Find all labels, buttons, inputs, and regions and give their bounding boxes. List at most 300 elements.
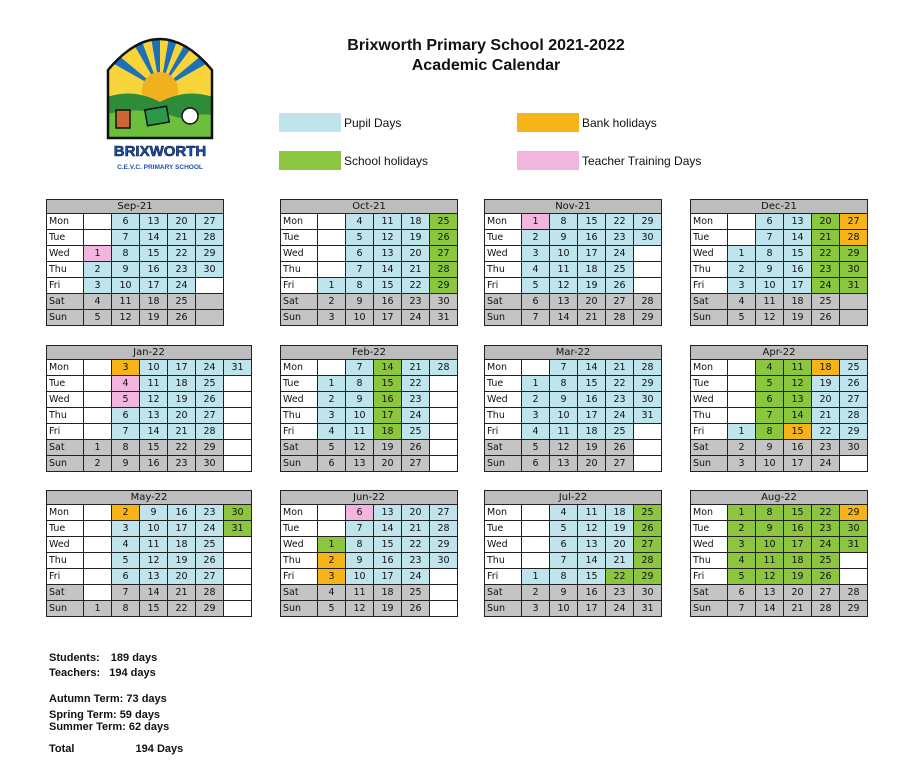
month-header: Oct-21 (281, 200, 457, 214)
month-header: May-22 (47, 491, 251, 505)
date-cell: 4 (317, 585, 345, 600)
svg-text:C.E.V.C. PRIMARY SCHOOL: C.E.V.C. PRIMARY SCHOOL (117, 164, 203, 171)
date-cell: 3 (727, 537, 755, 552)
date-cell: 29 (839, 505, 867, 520)
week-row (281, 309, 457, 325)
date-cell: 28 (195, 230, 223, 245)
day-label: Mon (487, 216, 508, 227)
day-label: Wed (693, 394, 714, 405)
date-cell: 22 (811, 246, 839, 261)
date-cell: 2 (727, 262, 755, 277)
date-cell (317, 360, 345, 375)
date-cell: 2 (727, 521, 755, 536)
date-cell: 8 (111, 601, 139, 616)
date-cell: 19 (577, 278, 605, 293)
date-cell: 28 (839, 585, 867, 600)
date-cell: 6 (727, 585, 755, 600)
date-cell: 18 (167, 376, 195, 391)
day-label: Wed (49, 539, 70, 550)
date-cell: 31 (223, 521, 251, 536)
date-cell: 27 (633, 537, 661, 552)
date-cell (83, 376, 111, 391)
date-cell: 10 (549, 408, 577, 423)
week-row (47, 360, 251, 375)
date-cell (223, 553, 251, 568)
date-cell: 22 (401, 376, 429, 391)
day-label: Sat (691, 440, 727, 455)
date-cell: 30 (633, 392, 661, 407)
day-label: Sun (485, 456, 521, 471)
date-cell: 15 (577, 214, 605, 229)
week-row (485, 520, 661, 536)
week-row (281, 229, 457, 245)
week-row (281, 391, 457, 407)
date-cell: 22 (605, 376, 633, 391)
date-cell: 10 (755, 278, 783, 293)
spring-term: Spring Term: 59 days (49, 709, 161, 721)
date-cell: 27 (195, 214, 223, 229)
date-cell: 27 (429, 246, 457, 261)
date-cell: 18 (577, 424, 605, 439)
week-row (47, 229, 223, 245)
date-cell: 31 (839, 278, 867, 293)
date-cell: 6 (111, 214, 139, 229)
date-cell: 21 (605, 360, 633, 375)
date-cell: 1 (83, 601, 111, 616)
date-cell: 21 (401, 262, 429, 277)
date-cell: 1 (317, 376, 345, 391)
date-cell: 24 (195, 521, 223, 536)
date-cell: 6 (345, 246, 373, 261)
month-header: Feb-22 (281, 346, 457, 360)
month-header: Dec-21 (691, 200, 867, 214)
week-row (691, 391, 867, 407)
day-label: Sat (485, 294, 521, 309)
date-cell: 30 (839, 440, 867, 455)
date-cell: 23 (605, 230, 633, 245)
date-cell: 14 (139, 230, 167, 245)
week-row (47, 439, 251, 455)
date-cell: 10 (549, 246, 577, 261)
date-cell: 29 (633, 569, 661, 584)
week-row (281, 261, 457, 277)
date-cell: 24 (167, 278, 195, 293)
day-label: Sun (485, 601, 521, 616)
date-cell: 4 (521, 424, 549, 439)
date-cell: 3 (727, 456, 755, 471)
date-cell: 11 (111, 294, 139, 309)
date-cell: 2 (521, 392, 549, 407)
date-cell: 16 (783, 440, 811, 455)
date-cell: 12 (549, 278, 577, 293)
date-cell: 24 (605, 246, 633, 261)
date-cell: 13 (549, 456, 577, 471)
week-row (281, 277, 457, 293)
date-cell (83, 360, 111, 375)
date-cell: 21 (167, 585, 195, 600)
date-cell: 28 (633, 294, 661, 309)
date-cell: 25 (811, 553, 839, 568)
week-row (281, 439, 457, 455)
date-cell: 14 (755, 601, 783, 616)
date-cell: 10 (549, 601, 577, 616)
date-cell: 17 (167, 521, 195, 536)
date-cell: 3 (83, 278, 111, 293)
date-cell: 3 (727, 278, 755, 293)
day-label: Tue (283, 523, 300, 534)
date-cell: 14 (549, 310, 577, 325)
date-cell: 23 (401, 294, 429, 309)
date-cell: 31 (633, 408, 661, 423)
date-cell (195, 278, 223, 293)
total-days (49, 743, 183, 755)
date-cell: 15 (577, 376, 605, 391)
day-label: Thu (49, 410, 67, 421)
date-cell: 16 (373, 294, 401, 309)
date-cell: 18 (577, 262, 605, 277)
page-subtitle: Academic Calendar (411, 57, 561, 74)
date-cell: 17 (577, 246, 605, 261)
date-cell (317, 214, 345, 229)
date-cell: 8 (549, 376, 577, 391)
date-cell: 30 (429, 553, 457, 568)
date-cell (83, 424, 111, 439)
date-cell: 24 (605, 408, 633, 423)
date-cell: 16 (139, 456, 167, 471)
date-cell: 17 (577, 408, 605, 423)
date-cell: 22 (811, 424, 839, 439)
date-cell: 10 (345, 310, 373, 325)
date-cell (83, 537, 111, 552)
week-row (281, 360, 457, 375)
date-cell: 22 (605, 569, 633, 584)
date-cell (83, 408, 111, 423)
week-row (281, 407, 457, 423)
date-cell: 7 (549, 553, 577, 568)
date-cell: 30 (195, 456, 223, 471)
day-label: Thu (49, 264, 67, 275)
date-cell (727, 408, 755, 423)
day-label: Thu (693, 410, 711, 421)
date-cell (839, 569, 867, 584)
date-cell: 12 (111, 310, 139, 325)
day-label: Fri (49, 426, 61, 437)
date-cell: 28 (429, 262, 457, 277)
date-cell: 4 (317, 424, 345, 439)
students-days (49, 652, 157, 664)
date-cell: 3 (111, 521, 139, 536)
date-cell: 26 (429, 230, 457, 245)
date-cell: 9 (345, 553, 373, 568)
date-cell (839, 456, 867, 471)
week-row (485, 552, 661, 568)
date-cell (195, 294, 223, 309)
month-sep-21 (46, 199, 224, 326)
date-cell: 30 (223, 505, 251, 520)
day-label: Mon (487, 507, 508, 518)
date-cell: 25 (429, 214, 457, 229)
date-cell: 17 (783, 537, 811, 552)
month-oct-21 (280, 199, 458, 326)
date-cell: 6 (111, 408, 139, 423)
legend-label: Pupil Days (344, 115, 402, 130)
date-cell: 27 (605, 294, 633, 309)
date-cell: 25 (195, 376, 223, 391)
date-cell: 19 (373, 601, 401, 616)
date-cell: 24 (811, 278, 839, 293)
date-cell: 4 (83, 294, 111, 309)
date-cell: 23 (811, 440, 839, 455)
month-feb-22 (280, 345, 458, 472)
day-label: Sun (691, 310, 727, 325)
date-cell: 20 (401, 246, 429, 261)
date-cell (521, 537, 549, 552)
date-cell: 26 (811, 569, 839, 584)
day-label: Sun (47, 456, 83, 471)
date-cell (429, 408, 457, 423)
month-header: Jul-22 (485, 491, 661, 505)
day-label: Tue (693, 523, 710, 534)
day-label: Sun (691, 601, 727, 616)
date-cell (633, 440, 661, 455)
day-label: Mon (49, 216, 70, 227)
school-logo (100, 20, 220, 180)
date-cell: 6 (755, 392, 783, 407)
week-row (691, 375, 867, 391)
week-row (691, 536, 867, 552)
date-cell: 19 (373, 440, 401, 455)
day-label: Wed (487, 539, 508, 550)
date-cell: 16 (167, 505, 195, 520)
date-cell: 20 (783, 585, 811, 600)
month-header: Apr-22 (691, 346, 867, 360)
week-row (281, 214, 457, 229)
date-cell (429, 392, 457, 407)
date-cell: 17 (139, 278, 167, 293)
date-cell: 7 (521, 310, 549, 325)
date-cell: 23 (167, 456, 195, 471)
date-cell: 6 (521, 294, 549, 309)
date-cell: 28 (605, 310, 633, 325)
date-cell: 26 (401, 440, 429, 455)
day-label: Sun (485, 310, 521, 325)
date-cell: 11 (345, 424, 373, 439)
date-cell: 10 (345, 569, 373, 584)
svg-text:BRIXWORTH: BRIXWORTH (113, 143, 207, 160)
date-cell: 12 (549, 440, 577, 455)
date-cell: 29 (195, 440, 223, 455)
date-cell: 15 (139, 440, 167, 455)
week-row (691, 505, 867, 520)
date-cell: 19 (783, 569, 811, 584)
date-cell: 20 (167, 569, 195, 584)
date-cell: 1 (521, 376, 549, 391)
date-cell (727, 214, 755, 229)
date-cell: 11 (139, 537, 167, 552)
date-cell: 20 (577, 294, 605, 309)
week-row (47, 423, 251, 439)
date-cell: 18 (167, 537, 195, 552)
date-cell: 21 (605, 553, 633, 568)
date-cell: 15 (783, 505, 811, 520)
date-cell: 31 (429, 310, 457, 325)
date-cell: 11 (549, 424, 577, 439)
day-label: Fri (693, 280, 705, 291)
date-cell: 24 (401, 408, 429, 423)
date-cell: 18 (605, 505, 633, 520)
date-cell: 16 (373, 392, 401, 407)
date-cell: 11 (755, 294, 783, 309)
week-row (485, 505, 661, 520)
legend-label: Teacher Training Days (582, 153, 702, 168)
date-cell: 16 (577, 585, 605, 600)
week-row (485, 214, 661, 229)
day-label: Sat (485, 585, 521, 600)
date-cell: 27 (401, 456, 429, 471)
date-cell: 27 (605, 456, 633, 471)
date-cell: 4 (345, 214, 373, 229)
day-label: Tue (693, 232, 710, 243)
date-cell (223, 424, 251, 439)
week-row (691, 600, 867, 616)
date-cell: 28 (195, 585, 223, 600)
date-cell (633, 246, 661, 261)
date-cell: 30 (839, 521, 867, 536)
date-cell: 2 (521, 230, 549, 245)
date-cell: 20 (811, 214, 839, 229)
week-row (47, 568, 251, 584)
date-cell: 5 (727, 310, 755, 325)
date-cell: 1 (521, 569, 549, 584)
date-cell: 21 (783, 601, 811, 616)
month-jul-22 (484, 490, 662, 617)
date-cell: 4 (755, 360, 783, 375)
day-label: Thu (487, 264, 505, 275)
date-cell (223, 392, 251, 407)
date-cell: 16 (373, 553, 401, 568)
date-cell: 7 (111, 230, 139, 245)
date-cell (83, 553, 111, 568)
week-row (281, 505, 457, 520)
day-label: Mon (283, 507, 304, 518)
week-row (485, 600, 661, 616)
date-cell (223, 601, 251, 616)
date-cell: 22 (811, 505, 839, 520)
date-cell: 14 (577, 553, 605, 568)
date-cell: 2 (317, 392, 345, 407)
date-cell: 19 (167, 392, 195, 407)
date-cell: 14 (577, 360, 605, 375)
date-cell: 12 (577, 521, 605, 536)
legend-school-holidays (279, 151, 428, 170)
date-cell: 5 (521, 278, 549, 293)
date-cell: 12 (345, 440, 373, 455)
date-cell: 5 (345, 230, 373, 245)
date-cell: 7 (727, 601, 755, 616)
date-cell (83, 585, 111, 600)
date-cell: 26 (401, 601, 429, 616)
date-cell (195, 310, 223, 325)
date-cell: 7 (755, 230, 783, 245)
week-row (485, 261, 661, 277)
date-cell: 29 (429, 278, 457, 293)
date-cell: 1 (727, 246, 755, 261)
legend-label: School holidays (344, 153, 429, 168)
date-cell: 23 (195, 505, 223, 520)
date-cell: 31 (633, 601, 661, 616)
date-cell (727, 230, 755, 245)
date-cell: 17 (783, 456, 811, 471)
date-cell: 13 (755, 585, 783, 600)
week-row (47, 261, 223, 277)
date-cell: 10 (111, 278, 139, 293)
day-label: Thu (487, 555, 505, 566)
date-cell: 23 (401, 392, 429, 407)
date-cell: 23 (167, 262, 195, 277)
date-cell: 15 (373, 376, 401, 391)
date-cell: 25 (605, 262, 633, 277)
week-row (485, 423, 661, 439)
date-cell (429, 569, 457, 584)
date-cell: 1 (317, 278, 345, 293)
date-cell: 13 (345, 456, 373, 471)
month-jun-22 (280, 490, 458, 617)
date-cell (223, 456, 251, 471)
date-cell: 14 (783, 230, 811, 245)
date-cell (317, 505, 345, 520)
date-cell (83, 230, 111, 245)
date-cell (839, 294, 867, 309)
day-label: Wed (487, 394, 508, 405)
date-cell: 15 (783, 246, 811, 261)
date-cell: 17 (167, 360, 195, 375)
day-label: Sat (485, 440, 521, 455)
date-cell (429, 424, 457, 439)
teachers-value: 194 days (109, 667, 156, 679)
date-cell: 5 (755, 376, 783, 391)
date-cell: 27 (811, 585, 839, 600)
date-cell (223, 440, 251, 455)
day-label: Wed (693, 248, 714, 259)
date-cell: 24 (401, 569, 429, 584)
legend-teacher-training (517, 151, 701, 170)
date-cell: 4 (727, 553, 755, 568)
day-label: Fri (487, 426, 499, 437)
date-cell: 10 (755, 537, 783, 552)
month-header: Sep-21 (47, 200, 223, 214)
day-label: Tue (283, 378, 300, 389)
date-cell: 30 (633, 585, 661, 600)
date-cell: 4 (111, 537, 139, 552)
date-cell: 14 (139, 424, 167, 439)
date-cell: 9 (345, 392, 373, 407)
month-mar-22 (484, 345, 662, 472)
day-label: Tue (487, 378, 504, 389)
date-cell: 4 (521, 262, 549, 277)
date-cell: 15 (373, 278, 401, 293)
date-cell: 17 (373, 408, 401, 423)
day-label: Mon (693, 362, 714, 373)
week-row (281, 536, 457, 552)
date-cell (839, 310, 867, 325)
date-cell: 17 (577, 601, 605, 616)
week-row (485, 584, 661, 600)
date-cell: 28 (839, 230, 867, 245)
week-row (281, 568, 457, 584)
day-label: Fri (283, 280, 295, 291)
day-label: Fri (487, 280, 499, 291)
date-cell: 6 (345, 505, 373, 520)
